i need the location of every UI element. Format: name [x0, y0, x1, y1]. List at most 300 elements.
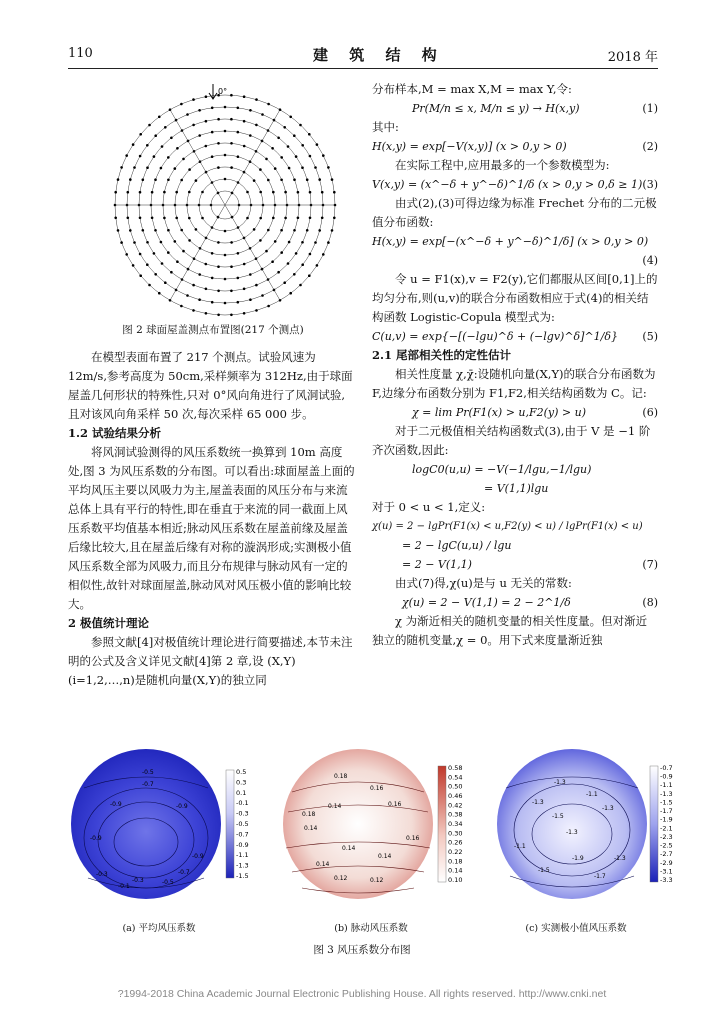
equation-4-number: (4)	[642, 254, 658, 267]
equation-6-body: χ = lim Pr(F1(x) > u,F2(y) > u)	[412, 406, 587, 419]
legend-tick-label: -1.9	[660, 815, 673, 824]
measuring-point	[309, 191, 312, 194]
measuring-point	[249, 109, 252, 112]
measuring-point	[182, 158, 185, 161]
measuring-point	[280, 229, 283, 232]
legend-tick-label: -0.9	[236, 840, 249, 849]
measuring-point	[331, 229, 334, 232]
measuring-point	[139, 217, 142, 220]
measuring-point	[327, 241, 330, 244]
measuring-point	[182, 250, 185, 253]
contour-label: -1.5	[538, 867, 550, 874]
contour-label: -1.3	[602, 805, 614, 812]
equation-2-number: (2)	[642, 140, 658, 153]
fig3a-caption: (a) 平均风压系数	[122, 923, 196, 934]
measuring-point	[120, 241, 123, 244]
measuring-point	[237, 155, 240, 158]
measuring-point	[293, 178, 296, 181]
legend-tick-label: -1.1	[236, 851, 249, 860]
measuring-point	[120, 166, 123, 169]
measuring-point	[224, 154, 227, 157]
measuring-point	[230, 142, 233, 145]
measuring-point	[299, 284, 302, 287]
measuring-point	[153, 155, 156, 158]
measuring-point	[154, 134, 157, 137]
legend-tick-label: -1.7	[660, 807, 673, 816]
page-header	[68, 46, 658, 66]
measuring-point	[243, 145, 246, 148]
measuring-point	[114, 217, 117, 220]
measuring-point	[170, 137, 173, 140]
measuring-point	[114, 191, 117, 194]
measuring-point	[211, 155, 214, 158]
measuring-point	[205, 312, 208, 315]
measuring-point	[198, 273, 201, 276]
contour-label: -1.1	[514, 843, 526, 850]
measuring-point	[246, 191, 249, 194]
equation-1-body: Pr(M/n ≤ x, M/n ≤ y) → H(x,y)	[412, 102, 580, 115]
measuring-point	[174, 240, 177, 243]
contour-label: 0.12	[334, 875, 348, 882]
measuring-point	[158, 292, 161, 295]
measuring-point	[129, 178, 132, 181]
measuring-point	[201, 191, 204, 194]
measuring-point	[283, 281, 286, 284]
measuring-point	[198, 109, 201, 112]
measuring-point	[249, 298, 252, 301]
legend-tick-label: -0.3	[236, 809, 249, 818]
measuring-point	[261, 113, 264, 116]
paragraph-experiment: 在模型表面布置了 217 个测点。试验风速为 12m/s,参考高度为 50cm,采样频率为 312Hz,由于球面屋盖几何形状的特殊性,只对 0°风向角进行了风洞试验,且对该风向角采样 50 次,每次采样 65 000 步。	[68, 350, 353, 421]
measuring-point	[146, 263, 149, 266]
measuring-point	[198, 298, 201, 301]
measuring-point	[186, 113, 189, 116]
measuring-point	[192, 124, 195, 127]
legend-tick-label: -2.9	[660, 858, 673, 867]
measuring-point	[289, 116, 292, 119]
equation-7c: χ(u) = 2 − lgPr(F1(x) < u,F2(y) < u) / lgPr(F1(x) < u)	[372, 521, 643, 532]
measuring-point	[201, 217, 204, 220]
measuring-point	[230, 94, 233, 97]
legend-tick-label: -3.3	[660, 876, 673, 884]
measuring-point	[142, 229, 145, 232]
measuring-point	[243, 120, 246, 123]
measuring-point	[267, 179, 270, 182]
measuring-point	[129, 229, 132, 232]
legend-tick-label: -0.7	[236, 830, 249, 839]
measuring-point	[188, 168, 191, 171]
measuring-point	[272, 191, 275, 194]
measuring-point	[284, 191, 287, 194]
measuring-point	[167, 156, 170, 159]
contour-label: 0.14	[316, 861, 330, 868]
equation-4-body: H(x,y) = exp[−(x^−δ + y^−δ)^1/δ] (x > 0,y > 0)	[372, 235, 649, 248]
measuring-point	[148, 124, 151, 127]
measuring-point	[133, 166, 136, 169]
measuring-point	[205, 288, 208, 291]
fig2-caption: 图 2 球面屋盖测点布置图(217 个测点)	[122, 324, 304, 336]
legend-b	[448, 764, 462, 884]
page-number: 110	[68, 46, 93, 61]
measuring-point	[217, 290, 220, 293]
contour-label: -0.5	[162, 879, 174, 886]
legend-tick-label: 0.58	[448, 764, 463, 772]
measuring-point	[195, 228, 198, 231]
journal-year: 2018 年	[607, 50, 658, 65]
measuring-point	[318, 178, 321, 181]
measuring-point	[192, 309, 195, 312]
legend-bar-c	[650, 766, 658, 882]
contour-label: 0.14	[304, 825, 318, 832]
measuring-point	[284, 217, 287, 220]
measuring-point	[309, 253, 312, 256]
measuring-point	[316, 264, 319, 267]
measuring-point	[255, 124, 258, 127]
measuring-point	[151, 191, 154, 194]
equation-3	[372, 175, 658, 194]
contour-label: -0.9	[192, 853, 204, 860]
measuring-point	[180, 103, 183, 106]
legend-c	[660, 764, 673, 884]
measuring-spoke	[225, 205, 280, 300]
contour-label: -0.3	[132, 877, 144, 884]
equation-5-number: (5)	[642, 330, 658, 343]
measuring-point	[217, 265, 220, 268]
measuring-point	[333, 191, 336, 194]
legend-tick-label: 0.46	[448, 792, 463, 800]
equation-3-body: V(x,y) = (x^−δ + y^−δ)^1/δ (x > 0,y > 0,δ ≥ 1)	[372, 178, 643, 191]
measuring-point	[333, 217, 336, 220]
legend-tick-label: -0.7	[660, 764, 673, 772]
measuring-point	[322, 154, 325, 157]
equation-7a: logC0(u,u) = −V(−1/lgu,−1/lgu)	[412, 463, 592, 476]
measuring-point	[261, 294, 264, 297]
fig3-contour-maps	[66, 748, 673, 920]
measuring-point	[186, 294, 189, 297]
contour-label: -0.3	[96, 871, 108, 878]
legend-tick-label: -2.1	[660, 824, 673, 833]
measuring-point	[139, 133, 142, 136]
measuring-point	[301, 144, 304, 147]
measuring-point	[306, 178, 309, 181]
legend-tick-label: -1.3	[236, 861, 249, 870]
measuring-point	[224, 278, 227, 281]
measuring-point	[139, 274, 142, 277]
measuring-spoke	[170, 205, 225, 300]
measuring-point	[295, 155, 298, 158]
measuring-point	[127, 191, 130, 194]
paragraph-results: 将风洞试验测得的风压系数统一换算到 10m 高度处,图 3 为风压系数的分布图。可以看出:球面屋盖上面的平均风压主要以风吸力为主,屋盖表面的风压分布与来流总体上具有平行的特性,即在垂直于来流的同一截面上风压系数平均值基本相近;脉动风压系数在屋盖前缘及屋盖后缘比较大,且在屋盖后缘有对称的漩涡形成;实测极小值风压系数全部为风吸力,而且分布规律与脉动风有一定的相似性,故针对球面屋盖,脉动风对风压极小值的影响比较大。	[68, 445, 355, 611]
contour-label: -0.9	[176, 803, 188, 810]
measuring-point	[174, 167, 177, 170]
measuring-point	[277, 137, 280, 140]
measuring-point	[259, 239, 262, 242]
equation-7e	[372, 555, 658, 574]
contour-label: -1.1	[586, 791, 598, 798]
contour-label: -0.7	[142, 781, 154, 788]
equation-8	[372, 593, 658, 612]
legend-tick-label: 0.14	[448, 866, 463, 875]
measuring-point	[274, 240, 277, 243]
extreme-pressure-map	[497, 749, 647, 899]
paragraph-theory: 参照文献[4]对极值统计理论进行简要描述,本节未注明的公式及含义详见文献[4]第 2 章,设 (X,Y)(i=1,2,…,n)是随机向量(X,Y)的独立同	[68, 635, 353, 687]
measuring-point	[309, 155, 312, 158]
measuring-point	[167, 251, 170, 254]
contour-label: -0.7	[178, 869, 190, 876]
legend-tick-label: 0.42	[448, 801, 463, 810]
text-define: 对于 0 < u < 1,定义:	[372, 500, 486, 514]
equation-4-number-line	[372, 251, 658, 270]
measuring-point	[154, 273, 157, 276]
measuring-point	[293, 134, 296, 137]
measuring-point	[230, 118, 233, 121]
measuring-point	[293, 273, 296, 276]
journal-title: 建 筑 结 构	[313, 46, 445, 64]
measuring-point	[314, 241, 317, 244]
contour-label: -1.3	[614, 855, 626, 862]
measuring-point	[237, 131, 240, 134]
measuring-point	[205, 120, 208, 123]
measuring-point	[161, 262, 164, 265]
contour-label: 0.16	[370, 785, 384, 792]
measuring-point	[217, 118, 220, 121]
measuring-point	[255, 309, 258, 312]
text-frechet: 由式(2),(3)可得边缘为标准 Frechet 分布的二元极值分布函数:	[372, 196, 657, 229]
measuring-point	[280, 156, 283, 159]
measuring-point	[322, 253, 325, 256]
legend-tick-label: 0.10	[448, 876, 463, 884]
measuring-point	[167, 179, 170, 182]
section-2-1-heading: 2.1 尾部相关性的定性估计	[372, 348, 512, 362]
contour-label: -0.1	[118, 883, 130, 890]
measuring-point	[148, 284, 151, 287]
measuring-point	[211, 131, 214, 134]
measuring-point	[308, 133, 311, 136]
equation-7-number: (7)	[642, 558, 658, 571]
contour-label: -0.5	[142, 769, 154, 776]
measuring-point	[267, 103, 270, 106]
equation-1-number: (1)	[642, 102, 658, 115]
measuring-point	[279, 108, 282, 111]
contour-label: -0.9	[90, 835, 102, 842]
measuring-point	[164, 126, 167, 129]
measuring-point	[255, 98, 258, 101]
measuring-point	[230, 166, 233, 169]
measuring-point	[175, 191, 178, 194]
contour-label: -1.5	[552, 813, 564, 820]
measuring-point	[158, 116, 161, 119]
measuring-point	[255, 284, 258, 287]
measuring-point	[205, 263, 208, 266]
measuring-point	[224, 230, 227, 233]
measuring-point	[161, 145, 164, 148]
text-where: 其中:	[372, 120, 399, 134]
equation-8-body: χ(u) = 2 − V(1,1) = 2 − 2^1/δ	[402, 596, 571, 609]
measuring-point	[205, 95, 208, 98]
measuring-point-grid	[114, 94, 337, 316]
measuring-point	[293, 229, 296, 232]
copyright-footer: ?1994-2018 China Academic Journal Electronic Publishing House. All rights reserved. http://www.cnki.net	[117, 988, 607, 1000]
contour-label: -0.9	[110, 801, 122, 808]
measuring-point	[288, 167, 291, 170]
measuring-point	[243, 263, 246, 266]
measuring-point	[176, 260, 179, 263]
contour-label: -1.3	[554, 779, 566, 786]
fig3-caption: 图 3 风压系数分布图	[313, 944, 411, 956]
measuring-point	[153, 252, 156, 255]
measuring-point	[331, 178, 334, 181]
measuring-point	[327, 166, 330, 169]
equation-3-number: (3)	[642, 178, 658, 191]
measuring-point	[188, 239, 191, 242]
measuring-point	[192, 284, 195, 287]
measuring-point	[151, 217, 154, 220]
equation-6	[372, 403, 658, 422]
text-constant: 由式(7)得,χ(u)是与 u 无关的常数:	[395, 576, 572, 590]
contour-label: 0.14	[342, 845, 356, 852]
measuring-point	[308, 274, 311, 277]
measuring-point	[265, 250, 268, 253]
measuring-point	[180, 179, 183, 182]
measuring-point	[160, 167, 163, 170]
equation-2	[372, 137, 658, 156]
measuring-point	[167, 229, 170, 232]
measuring-point	[230, 265, 233, 268]
measuring-point	[243, 95, 246, 98]
measuring-point	[224, 302, 227, 305]
measuring-point	[132, 143, 135, 146]
legend-tick-label: -0.9	[660, 772, 673, 781]
measuring-point	[217, 166, 220, 169]
measuring-point	[253, 179, 256, 182]
measuring-point	[230, 290, 233, 293]
measuring-point	[253, 228, 256, 231]
section-1-2-heading: 1.2 试验结果分析	[68, 426, 162, 440]
measuring-point	[280, 179, 283, 182]
legend-tick-label: 0.54	[448, 773, 463, 782]
fig3c-caption: (c) 实测极小值风压系数	[525, 923, 627, 934]
contour-label: 0.14	[328, 803, 342, 810]
measuring-point	[163, 217, 166, 220]
measuring-point	[146, 144, 149, 147]
measuring-point	[217, 241, 220, 244]
measuring-point	[272, 217, 275, 220]
legend-bar-b	[438, 766, 446, 882]
measuring-point	[249, 273, 252, 276]
section-2-heading: 2 极值统计理论	[68, 616, 150, 630]
measuring-point	[288, 241, 291, 244]
measuring-point	[217, 314, 220, 317]
measuring-point	[188, 191, 191, 194]
measuring-point	[211, 301, 214, 304]
legend-tick-label: 0.50	[448, 782, 463, 791]
equation-7b: = V(1,1)lgu	[484, 482, 549, 495]
text-copula: 令 u = F1(x),v = F2(y),它们都服从区间[0,1]上的均匀分布,则(u,v)的联合分布函数相应于式(4)的相关结构函数 Logistic-Copula 模型式为:	[372, 272, 658, 324]
measuring-point	[246, 217, 249, 220]
measuring-point	[188, 217, 191, 220]
measuring-point	[287, 262, 290, 265]
measuring-point	[318, 229, 321, 232]
measuring-point	[271, 147, 274, 150]
contour-label: 0.12	[370, 877, 384, 884]
contour-label: 0.18	[302, 811, 316, 818]
measuring-point	[146, 166, 149, 169]
measuring-point	[169, 108, 172, 111]
measuring-point	[283, 126, 286, 129]
measuring-point	[211, 252, 214, 255]
measuring-point	[176, 147, 179, 150]
measuring-point	[265, 158, 268, 161]
equation-7d: = 2 − lgC(u,u) / lgu	[402, 539, 512, 552]
contour-label: 0.16	[388, 801, 402, 808]
measuring-point	[237, 277, 240, 280]
contour-label: -1.9	[572, 855, 584, 862]
legend-tick-label: -3.1	[660, 867, 673, 876]
measuring-point	[211, 107, 214, 110]
measuring-spoke	[225, 110, 280, 205]
legend-tick-label: 0.34	[448, 820, 463, 828]
wind-arrow-icon	[209, 84, 217, 99]
equation-7e-body: = 2 − V(1,1)	[402, 558, 472, 571]
text-asymptotic: χ 为渐近相关的随机变量的相关性度量。但对渐近独立的随机变量,χ = 0。用下式来度量渐近独	[372, 614, 648, 647]
measuring-point	[297, 191, 300, 194]
measuring-point	[287, 145, 290, 148]
contour-label: -1.3	[532, 799, 544, 806]
measuring-point	[316, 143, 319, 146]
measuring-point	[154, 229, 157, 232]
legend-tick-label: 0.38	[448, 810, 463, 819]
measuring-point	[321, 217, 324, 220]
measuring-point	[125, 154, 128, 157]
measuring-point	[230, 314, 233, 317]
measuring-point	[211, 277, 214, 280]
measuring-point	[170, 271, 173, 274]
equation-6-number: (6)	[642, 406, 658, 419]
measuring-point	[142, 178, 145, 181]
equation-4	[372, 232, 658, 251]
measuring-point	[271, 260, 274, 263]
contour-label: 0.16	[406, 835, 420, 842]
measuring-point	[277, 271, 280, 274]
measuring-point	[237, 252, 240, 255]
measuring-point	[297, 217, 300, 220]
contour-label: 0.18	[334, 773, 348, 780]
measuring-point	[133, 241, 136, 244]
measuring-point	[224, 130, 227, 133]
measuring-point	[301, 241, 304, 244]
measuring-point	[139, 191, 142, 194]
contour-label: 0.14	[378, 853, 392, 860]
equation-8-number: (8)	[642, 596, 658, 609]
contour-label: -1.7	[594, 873, 606, 880]
measuring-point	[243, 312, 246, 315]
measuring-point	[224, 178, 227, 181]
legend-tick-label: 0.26	[448, 838, 463, 847]
measuring-point	[117, 229, 120, 232]
equation-5	[372, 327, 658, 346]
legend-tick-label: 0.30	[448, 829, 463, 838]
legend-bar-a	[226, 770, 234, 878]
legend-tick-label: -0.5	[236, 820, 249, 828]
measuring-point	[274, 167, 277, 170]
measuring-point	[259, 168, 262, 171]
legend-a	[236, 768, 249, 880]
measuring-point	[301, 166, 304, 169]
fig3b-caption: (b) 脉动风压系数	[334, 923, 408, 934]
measuring-point	[180, 229, 183, 232]
legend-tick-label: -1.5	[660, 798, 673, 807]
measuring-point	[249, 134, 252, 137]
